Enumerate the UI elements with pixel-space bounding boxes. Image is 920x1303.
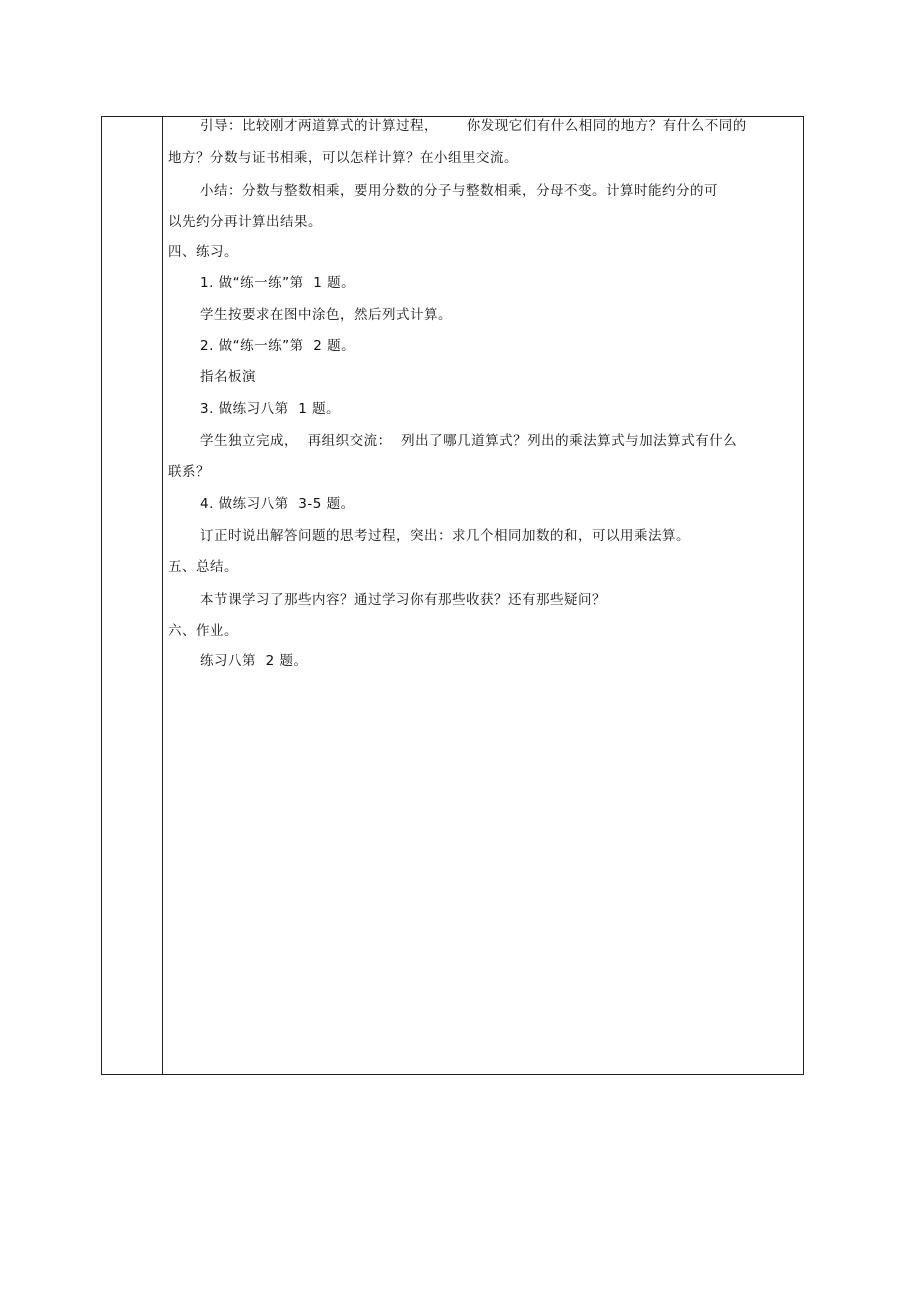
practice-item-2-note: 指名板演 [200,369,256,385]
practice-item-4: 4. 做练习八第 3-5 题。 [200,496,355,512]
practice-item-2: 2. 做“练一练”第 2 题。 [200,338,356,354]
section-practice-heading: 四、练习。 [168,244,238,260]
section-summary-heading: 五、总结。 [168,559,238,575]
summary-questions: 本节课学习了那些内容？通过学习你有那些收获？还有那些疑问？ [200,592,606,608]
section-homework-heading: 六、作业。 [168,623,238,639]
guide-question-line-2: 地方？分数与证书相乘，可以怎样计算？在小组里交流。 [168,150,518,166]
table-column-divider [162,117,163,1074]
practice-item-3-note-line-2: 联系？ [168,464,210,480]
summary-line-1: 小结：分数与整数相乘，要用分数的分子与整数相乘，分母不变。计算时能约分的可 [200,183,718,199]
practice-item-4-note: 订正时说出解答问题的思考过程，突出：求几个相同加数的和，可以用乘法算。 [200,528,690,544]
homework-item: 练习八第 2 题。 [200,653,308,669]
practice-item-3: 3. 做练习八第 1 题。 [200,401,341,417]
practice-item-1: 1. 做“练一练”第 1 题。 [200,275,356,291]
practice-item-3-note-line-1: 学生独立完成， 再组织交流： 列出了哪几道算式？列出的乘法算式与加法算式有什么 [200,433,738,449]
summary-line-2: 以先约分再计算出结果。 [168,214,322,230]
practice-item-1-note: 学生按要求在图中涂色，然后列式计算。 [200,307,452,323]
guide-question-line-1: 引导：比较刚才两道算式的计算过程， 你发现它们有什么相同的地方？有什么不同的 [200,118,747,134]
